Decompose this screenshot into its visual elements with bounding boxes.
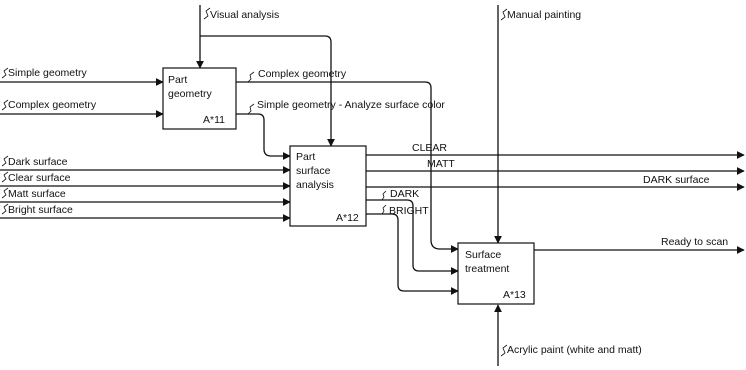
dark-surface-label: Dark surface [8,156,68,168]
complex-geometry-out-squiggle [248,72,254,82]
part-surface-analysis-title-1: Part [296,151,316,163]
bright-output-label: BRIGHT [389,205,429,217]
clear-surface-label: Clear surface [8,172,71,184]
part-geometry-title-2: geometry [168,88,212,100]
part-surface-analysis-title-3: analysis [296,179,334,191]
dark-output-label: DARK [390,188,420,200]
complex-geometry-output-label: Complex geometry [258,68,347,80]
clear-output-label: CLEAR [412,142,448,154]
bright-output [366,214,458,291]
bright-surface-label: Bright surface [8,204,73,216]
simple-geometry-input-label: Simple geometry [8,67,87,79]
simple-geometry-output [236,114,290,156]
dark-surface-output-label: DARK surface [643,174,710,186]
matt-output-label: MATT [427,158,455,170]
surface-treatment-id: A*13 [503,289,526,301]
acrylic-paint-label: Acrylic paint (white and matt) [507,344,642,356]
dark-output-squiggle [382,191,386,200]
part-geometry-id: A*11 [203,114,225,126]
complex-geometry-input-label: Complex geometry [8,99,97,111]
part-surface-analysis-title-2: surface [296,165,331,177]
visual-analysis-label: Visual analysis [210,9,280,21]
part-surface-analysis-id: A*12 [336,212,359,224]
manual-painting-label: Manual painting [507,9,582,21]
simple-geometry-out-squiggle [248,104,254,114]
matt-surface-label: Matt surface [8,188,66,200]
part-geometry-title-1: Part [168,74,188,86]
ready-to-scan-label: Ready to scan [661,236,729,248]
surface-treatment-title-1: Surface [465,249,502,261]
simple-geometry-output-label: Simple geometry - Analyze surface color [257,99,445,111]
bright-output-squiggle [382,205,386,214]
surface-treatment-title-2: treatment [465,263,510,275]
